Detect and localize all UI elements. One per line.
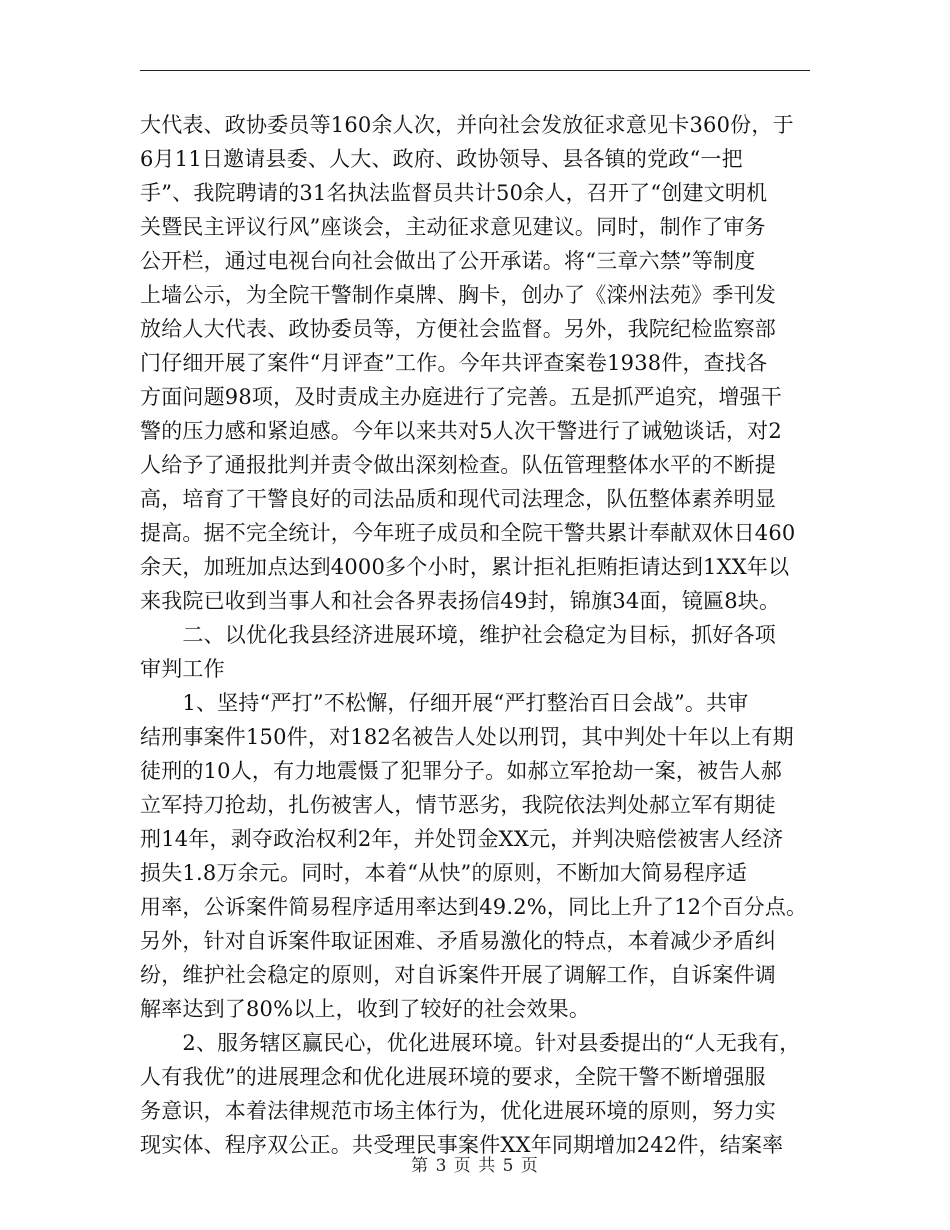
text-line: 人给予了通报批判并责令做出深刻检查。队伍管理整体水平的不断提 <box>140 453 776 477</box>
text-line: 来我院已收到当事人和社会各界表扬信49封，锦旗34面，镜匾8块。 <box>140 589 781 613</box>
text-line: 审判工作 <box>140 657 225 681</box>
text-line: 另外，针对自诉案件取证困难、矛盾易激化的特点，本着减少矛盾纠 <box>140 929 776 953</box>
text-line: 高，培育了干警良好的司法品质和现代司法理念，队伍整体素养明显 <box>140 487 776 511</box>
text-line: 关暨民主评议行风”座谈会，主动征求意见建议。同时，制作了审务 <box>140 215 766 239</box>
text-line: 公开栏，通过电视台向社会做出了公开承诺。将“三章六禁”等制度 <box>140 249 756 273</box>
text-line: 6月11日邀请县委、人大、政府、政协领导、县各镇的党政“一把 <box>140 147 743 171</box>
text-line: 门仔细开展了案件“月评查”工作。今年共评查案卷1938件，查找各 <box>140 351 768 375</box>
text-line: 解率达到了80%以上，收到了较好的社会效果。 <box>140 997 591 1021</box>
text-line: 徒刑的10人，有力地震慑了犯罪分子。如郝立军抢劫一案，被告人郝 <box>140 759 782 783</box>
text-line: 结刑事案件150件，对182名被告人处以刑罚，其中判处十年以上有期 <box>140 725 794 749</box>
text-line: 1、坚持“严打”不松懈，仔细开展“严打整治百日会战”。共审 <box>140 691 749 715</box>
text-line: 用率，公诉案件简易程序适用率达到49.2%，同比上升了12个百分点。 <box>140 895 808 919</box>
text-line: 上墙公示，为全院干警制作桌牌、胸卡，创办了《滦州法苑》季刊发 <box>140 283 776 307</box>
text-line: 手”、我院聘请的31名执法监督员共计50余人，召开了“创建文明机 <box>140 181 768 205</box>
text-line: 立军持刀抢劫，扎伤被害人，情节恶劣，我院依法判处郝立军有期徒 <box>140 793 776 817</box>
page-footer: 第 3 页 共 5 页 <box>411 1156 539 1176</box>
text-line: 余天，加班加点达到4000多个小时，累计拒礼拒贿拒请达到1XX年以 <box>140 555 790 579</box>
text-line: 方面问题98项，及时责成主办庭进行了完善。五是抓严追究，增强干 <box>140 385 782 409</box>
header-rule <box>140 70 810 71</box>
text-line: 务意识，本着法律规范市场主体行为，优化进展环境的原则，努力实 <box>140 1099 776 1123</box>
text-line: 损失1.8万余元。同时，本着“从快”的原则，不断加大简易程序适 <box>140 861 748 885</box>
text-line: 提高。据不完全统计，今年班子成员和全院干警共累计奉献双休日460 <box>140 521 796 545</box>
text-line: 刑14年，剥夺政治权利2年，并处罚金XX元，并判决赔偿被害人经济 <box>140 827 784 851</box>
body-text <box>140 108 820 1162</box>
text-line: 大代表、政协委员等160余人次，并向社会发放征求意见卡360份，于 <box>140 113 794 137</box>
text-line: 人有我优”的进展理念和优化进展环境的要求，全院干警不断增强服 <box>140 1065 766 1089</box>
text-line: 放给人大代表、政协委员等，方便社会监督。另外，我院纪检监察部 <box>140 317 776 341</box>
text-line: 现实体、程序双公正。共受理民事案件XX年同期增加242件，结案率 <box>140 1133 784 1157</box>
text-line: 二、以优化我县经济进展环境，维护社会稳定为目标，抓好各项 <box>140 623 776 647</box>
text-line: 纷，维护社会稳定的原则，对自诉案件开展了调解工作，自诉案件调 <box>140 963 776 987</box>
text-line: 警的压力感和紧迫感。今年以来共对5人次干警进行了诫勉谈话，对2 <box>140 419 782 443</box>
text-line: 2、服务辖区赢民心，优化进展环境。针对县委提出的“人无我有， <box>140 1031 801 1055</box>
